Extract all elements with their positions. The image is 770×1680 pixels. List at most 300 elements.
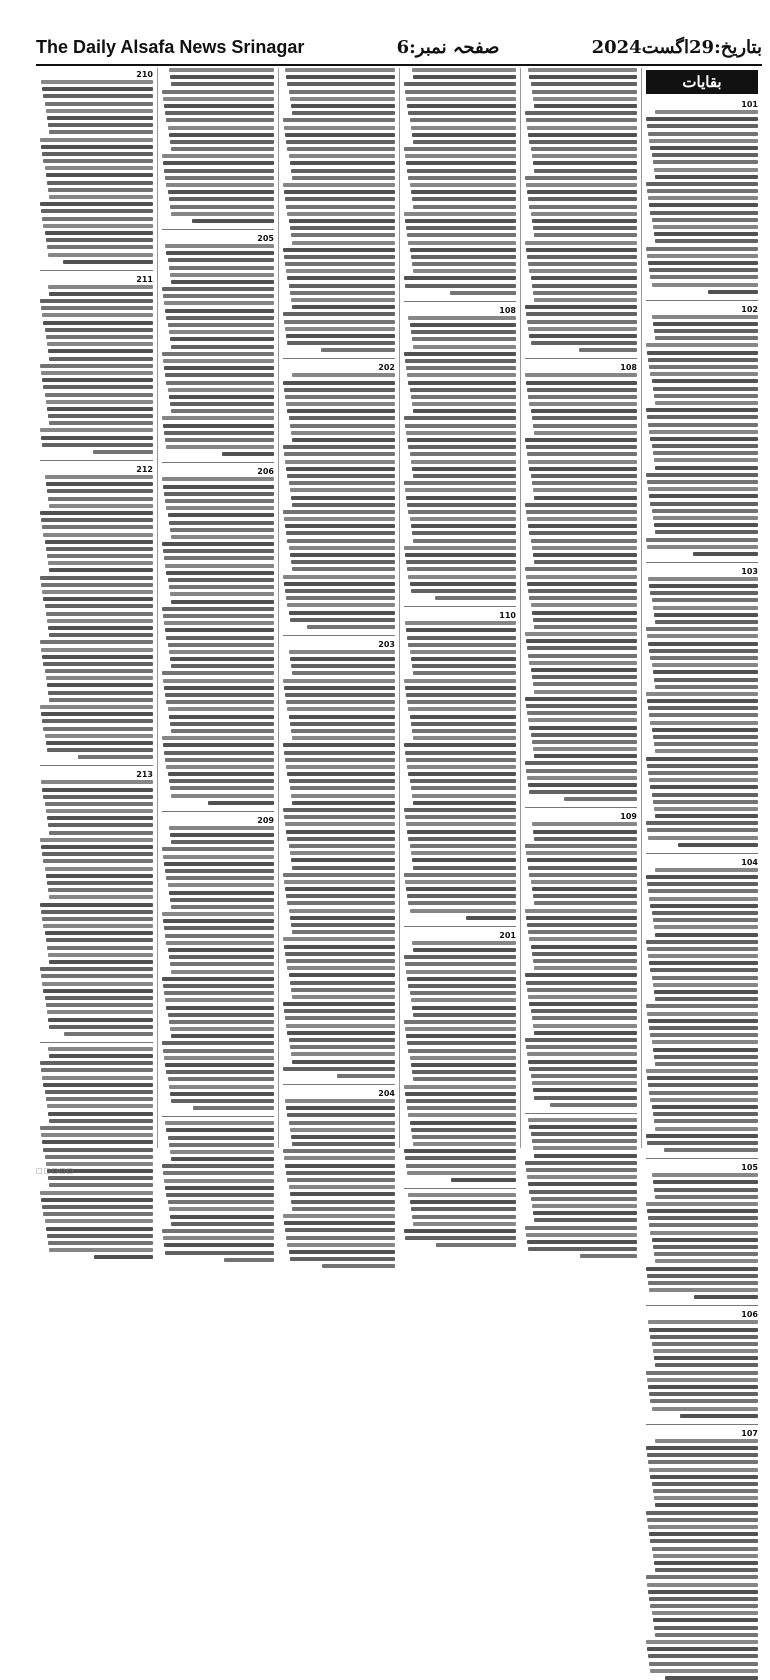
- text-line: [650, 146, 758, 150]
- text-line: [41, 910, 153, 914]
- text-line: [646, 627, 758, 631]
- text-line: [531, 212, 637, 216]
- text-line: [287, 341, 395, 345]
- text-line: [528, 1060, 637, 1064]
- story-text: [404, 68, 516, 295]
- text-line: [406, 366, 516, 370]
- text-line: [525, 697, 637, 701]
- column-2: [520, 68, 641, 1148]
- story-text: [646, 868, 758, 1152]
- text-line: [290, 161, 395, 165]
- text-line: [40, 1191, 153, 1195]
- text-line: [525, 567, 637, 571]
- text-line: [404, 212, 516, 216]
- story-divider: [404, 606, 516, 607]
- text-line: [290, 291, 395, 295]
- text-line: [283, 381, 395, 385]
- story: [525, 812, 637, 1106]
- text-line: [648, 132, 758, 136]
- text-line: [649, 1026, 758, 1030]
- text-line: [404, 679, 516, 683]
- text-line: [283, 1002, 395, 1006]
- text-line: [653, 1489, 758, 1493]
- text-line: [411, 255, 516, 259]
- text-line: [408, 510, 516, 514]
- text-line: [533, 1146, 637, 1150]
- text-line: [170, 140, 274, 144]
- text-line: [648, 889, 758, 893]
- text-line: [285, 133, 395, 137]
- text-line: [291, 988, 395, 992]
- text-line: [533, 747, 637, 751]
- text-line: [654, 613, 758, 617]
- text-line: [404, 416, 516, 420]
- text-line: [164, 431, 274, 435]
- text-line: [224, 1258, 274, 1262]
- text-line: [525, 241, 637, 245]
- text-line: [162, 1229, 274, 1233]
- text-line: [649, 1597, 758, 1601]
- text-line: [289, 481, 395, 485]
- text-line: [286, 531, 395, 535]
- text-line: [46, 1003, 153, 1007]
- text-line: [653, 160, 758, 164]
- text-line: [525, 111, 637, 115]
- text-line: [655, 466, 758, 470]
- text-line: [164, 621, 274, 625]
- text-line: [404, 276, 516, 280]
- text-line: [404, 1085, 516, 1089]
- text-line: [412, 664, 516, 668]
- text-line: [404, 955, 516, 959]
- text-line: [646, 875, 758, 879]
- story-divider: [162, 1116, 274, 1117]
- text-line: [647, 545, 758, 549]
- text-line: [655, 685, 758, 689]
- text-line: [48, 188, 153, 192]
- text-line: [408, 1193, 516, 1197]
- text-line: [528, 930, 637, 934]
- text-line: [171, 82, 274, 86]
- text-line: [531, 474, 637, 478]
- story-divider: [525, 358, 637, 359]
- text-line: [163, 549, 274, 553]
- text-line: [40, 967, 153, 971]
- text-line: [49, 421, 153, 425]
- text-line: [168, 323, 274, 327]
- text-line: [162, 912, 274, 916]
- text-line: [168, 1200, 274, 1204]
- text-line: [525, 1226, 637, 1230]
- text-line: [533, 682, 637, 686]
- text-line: [93, 450, 153, 454]
- text-line: [169, 133, 274, 137]
- text-line: [289, 909, 395, 913]
- text-line: [652, 153, 758, 157]
- text-line: [290, 916, 395, 920]
- text-line: [47, 116, 153, 120]
- text-line: [49, 633, 153, 637]
- text-line: [165, 758, 274, 762]
- text-line: [285, 68, 395, 72]
- text-line: [287, 1113, 395, 1117]
- text-line: [408, 575, 516, 579]
- text-line: [647, 1076, 758, 1080]
- text-line: [285, 952, 395, 956]
- text-line: [647, 947, 758, 951]
- text-line: [650, 591, 758, 595]
- text-line: [168, 258, 274, 262]
- text-line: [527, 923, 637, 927]
- text-line: [283, 118, 395, 122]
- text-line: [291, 1052, 395, 1056]
- text-line: [648, 706, 758, 710]
- text-line: [168, 513, 274, 517]
- text-line: [527, 255, 637, 259]
- text-line: [169, 197, 274, 201]
- text-line: [41, 712, 153, 716]
- text-line: [647, 1274, 758, 1278]
- text-line: [652, 1342, 758, 1346]
- text-line: [653, 225, 758, 229]
- text-line: [534, 690, 637, 694]
- text-line: [646, 757, 758, 761]
- text-line: [650, 1475, 758, 1479]
- text-line: [165, 564, 274, 568]
- text-line: [285, 1228, 395, 1232]
- text-line: [532, 154, 637, 158]
- text-line: [647, 1453, 758, 1457]
- text-line: [292, 1060, 395, 1064]
- text-line: [525, 632, 637, 636]
- text-line: [650, 904, 758, 908]
- text-line: [529, 726, 637, 730]
- text-line: [291, 233, 395, 237]
- text-line: [193, 1106, 274, 1110]
- text-line: [534, 754, 637, 758]
- text-line: [166, 506, 274, 510]
- text-line: [164, 104, 274, 108]
- text-line: [46, 335, 153, 339]
- text-line: [647, 699, 758, 703]
- text-line: [411, 1207, 516, 1211]
- text-line: [410, 323, 516, 327]
- text-line: [646, 1069, 758, 1073]
- text-line: [525, 761, 637, 765]
- text-line: [49, 895, 153, 899]
- text-line: [407, 1171, 516, 1175]
- text-line: [46, 874, 153, 878]
- text-line: [43, 1148, 153, 1152]
- text-line: [647, 828, 758, 832]
- text-line: [170, 528, 274, 532]
- text-line: [287, 837, 395, 841]
- text-line: [406, 1099, 516, 1103]
- text-line: [164, 492, 274, 496]
- text-line: [650, 968, 758, 972]
- text-line: [291, 298, 395, 302]
- text-line: [407, 438, 516, 442]
- story-divider: [646, 1424, 758, 1425]
- page-footer: [36, 1158, 762, 1175]
- text-line: [407, 636, 516, 640]
- text-line: [653, 1245, 758, 1249]
- text-line: [40, 428, 153, 432]
- text-line: [534, 431, 637, 435]
- text-line: [171, 280, 274, 284]
- text-line: [411, 460, 516, 464]
- text-line: [287, 1243, 395, 1247]
- text-line: [407, 830, 516, 834]
- text-line: [40, 511, 153, 515]
- text-line: [285, 395, 395, 399]
- text-line: [46, 547, 153, 551]
- text-line: [654, 1496, 758, 1500]
- text-line: [169, 1207, 274, 1211]
- text-line: [412, 858, 516, 862]
- text-line: [47, 489, 153, 493]
- story-text: [525, 822, 637, 1106]
- text-line: [164, 926, 274, 930]
- text-line: [650, 1098, 758, 1102]
- text-line: [163, 614, 274, 618]
- text-line: [292, 438, 395, 442]
- text-line: [43, 224, 153, 228]
- text-line: [171, 970, 274, 974]
- text-line: [647, 415, 758, 419]
- text-line: [411, 126, 516, 130]
- text-line: [283, 1149, 395, 1153]
- text-line: [533, 959, 637, 963]
- text-line: [286, 1236, 395, 1240]
- text-line: [46, 173, 153, 177]
- text-line: [285, 589, 395, 593]
- text-line: [290, 1045, 395, 1049]
- text-line: [534, 625, 637, 629]
- text-line: [526, 769, 637, 773]
- text-line: [650, 1335, 758, 1339]
- text-line: [284, 751, 395, 755]
- text-line: [649, 778, 758, 782]
- text-line: [164, 1179, 274, 1183]
- story-number: 209: [257, 815, 274, 825]
- text-line: [406, 226, 516, 230]
- text-line: [413, 1013, 516, 1017]
- story-text: [40, 80, 153, 264]
- text-line: [528, 654, 637, 658]
- text-line: [413, 671, 516, 675]
- text-line: [46, 109, 153, 113]
- text-line: [408, 643, 516, 647]
- text-line: [168, 126, 274, 130]
- text-line: [284, 452, 395, 456]
- text-line: [413, 736, 516, 740]
- text-line: [534, 233, 637, 237]
- text-line: [292, 866, 395, 870]
- text-line: [650, 1033, 758, 1037]
- story-text: [283, 1099, 395, 1268]
- text-line: [164, 991, 274, 995]
- text-line: [649, 1288, 758, 1292]
- story-text: [162, 68, 274, 223]
- text-line: [652, 509, 758, 513]
- text-line: [533, 226, 637, 230]
- text-line: [170, 1027, 274, 1031]
- text-line: [649, 1091, 758, 1095]
- text-line: [654, 1055, 758, 1059]
- text-line: [47, 1010, 153, 1014]
- text-line: [285, 197, 395, 201]
- text-line: [164, 169, 274, 173]
- text-line: [648, 1216, 758, 1220]
- text-line: [162, 90, 274, 94]
- story-number: 213: [136, 770, 153, 780]
- text-line: [283, 510, 395, 514]
- text-line: [408, 901, 516, 905]
- text-line: [527, 582, 637, 586]
- text-line: [290, 488, 395, 492]
- text-line: [168, 1136, 274, 1140]
- text-line: [410, 909, 516, 913]
- text-line: [655, 749, 758, 753]
- story: [404, 68, 516, 295]
- text-line: [283, 937, 395, 941]
- text-line: [285, 1099, 395, 1103]
- text-line: [45, 102, 153, 106]
- text-line: [404, 82, 516, 86]
- text-line: [163, 919, 274, 923]
- text-line: [168, 883, 274, 887]
- text-line: [63, 260, 153, 264]
- text-line: [164, 1056, 274, 1060]
- text-line: [47, 554, 153, 558]
- text-line: [43, 727, 153, 731]
- text-line: [405, 686, 516, 690]
- text-line: [337, 1074, 395, 1078]
- text-line: [168, 190, 274, 194]
- text-line: [168, 948, 274, 952]
- story-number: 205: [257, 233, 274, 243]
- text-line: [166, 118, 274, 122]
- text-line: [655, 620, 758, 624]
- story-number: 204: [378, 1088, 395, 1098]
- text-line: [647, 351, 758, 355]
- text-line: [291, 104, 395, 108]
- text-line: [413, 409, 516, 413]
- text-line: [163, 1171, 274, 1175]
- text-line: [650, 275, 758, 279]
- text-line: [528, 866, 637, 870]
- text-line: [289, 284, 395, 288]
- text-line: [292, 373, 395, 377]
- text-line: [410, 388, 516, 392]
- text-line: [525, 305, 637, 309]
- text-line: [165, 1121, 274, 1125]
- text-line: [646, 940, 758, 944]
- text-line: [169, 521, 274, 525]
- text-line: [411, 1063, 516, 1067]
- text-line: [46, 809, 153, 813]
- story: [404, 306, 516, 600]
- text-line: [406, 1034, 516, 1038]
- text-line: [649, 139, 758, 143]
- text-line: [407, 1106, 516, 1110]
- text-line: [287, 1178, 395, 1182]
- text-line: [45, 931, 153, 935]
- text-line: [49, 568, 153, 572]
- text-line: [170, 786, 274, 790]
- text-line: [526, 704, 637, 708]
- text-line: [413, 75, 516, 79]
- text-line: [45, 1219, 153, 1223]
- text-line: [649, 649, 758, 653]
- text-line: [163, 743, 274, 747]
- text-line: [680, 1414, 758, 1418]
- text-line: [652, 1611, 758, 1615]
- story-number: 102: [741, 304, 758, 314]
- text-line: [168, 388, 274, 392]
- text-line: [78, 755, 153, 759]
- story: [646, 100, 758, 294]
- text-line: [652, 379, 758, 383]
- text-line: [286, 205, 395, 209]
- text-line: [163, 161, 274, 165]
- text-line: [45, 996, 153, 1000]
- text-line: [529, 937, 637, 941]
- story-number: 104: [741, 857, 758, 867]
- story-divider: [40, 1042, 153, 1043]
- text-line: [46, 1097, 153, 1101]
- text-line: [45, 604, 153, 608]
- story-text: [404, 316, 516, 600]
- text-line: [534, 298, 637, 302]
- text-line: [289, 611, 395, 615]
- text-line: [284, 815, 395, 819]
- text-line: [286, 467, 395, 471]
- text-line: [283, 873, 395, 877]
- text-line: [162, 977, 274, 981]
- text-line: [284, 388, 395, 392]
- text-line: [283, 1067, 395, 1071]
- text-line: [410, 1056, 516, 1060]
- text-line: [286, 830, 395, 834]
- text-line: [527, 776, 637, 780]
- text-line: [411, 330, 516, 334]
- text-line: [650, 211, 758, 215]
- text-line: [166, 876, 274, 880]
- text-line: [47, 881, 153, 885]
- text-line: [654, 232, 758, 236]
- text-line: [165, 309, 274, 313]
- text-line: [166, 765, 274, 769]
- text-line: [169, 266, 274, 270]
- text-line: [290, 1257, 395, 1261]
- text-line: [653, 322, 758, 326]
- text-line: [450, 291, 516, 295]
- text-line: [527, 1240, 637, 1244]
- text-line: [405, 1092, 516, 1096]
- text-line: [47, 245, 153, 249]
- text-line: [528, 327, 637, 331]
- text-line: [693, 552, 758, 556]
- text-line: [527, 388, 637, 392]
- story-text: [646, 1173, 758, 1299]
- column-4: [278, 68, 399, 1148]
- text-line: [170, 898, 274, 902]
- text-line: [654, 807, 758, 811]
- text-line: [168, 578, 274, 582]
- text-line: [286, 1024, 395, 1028]
